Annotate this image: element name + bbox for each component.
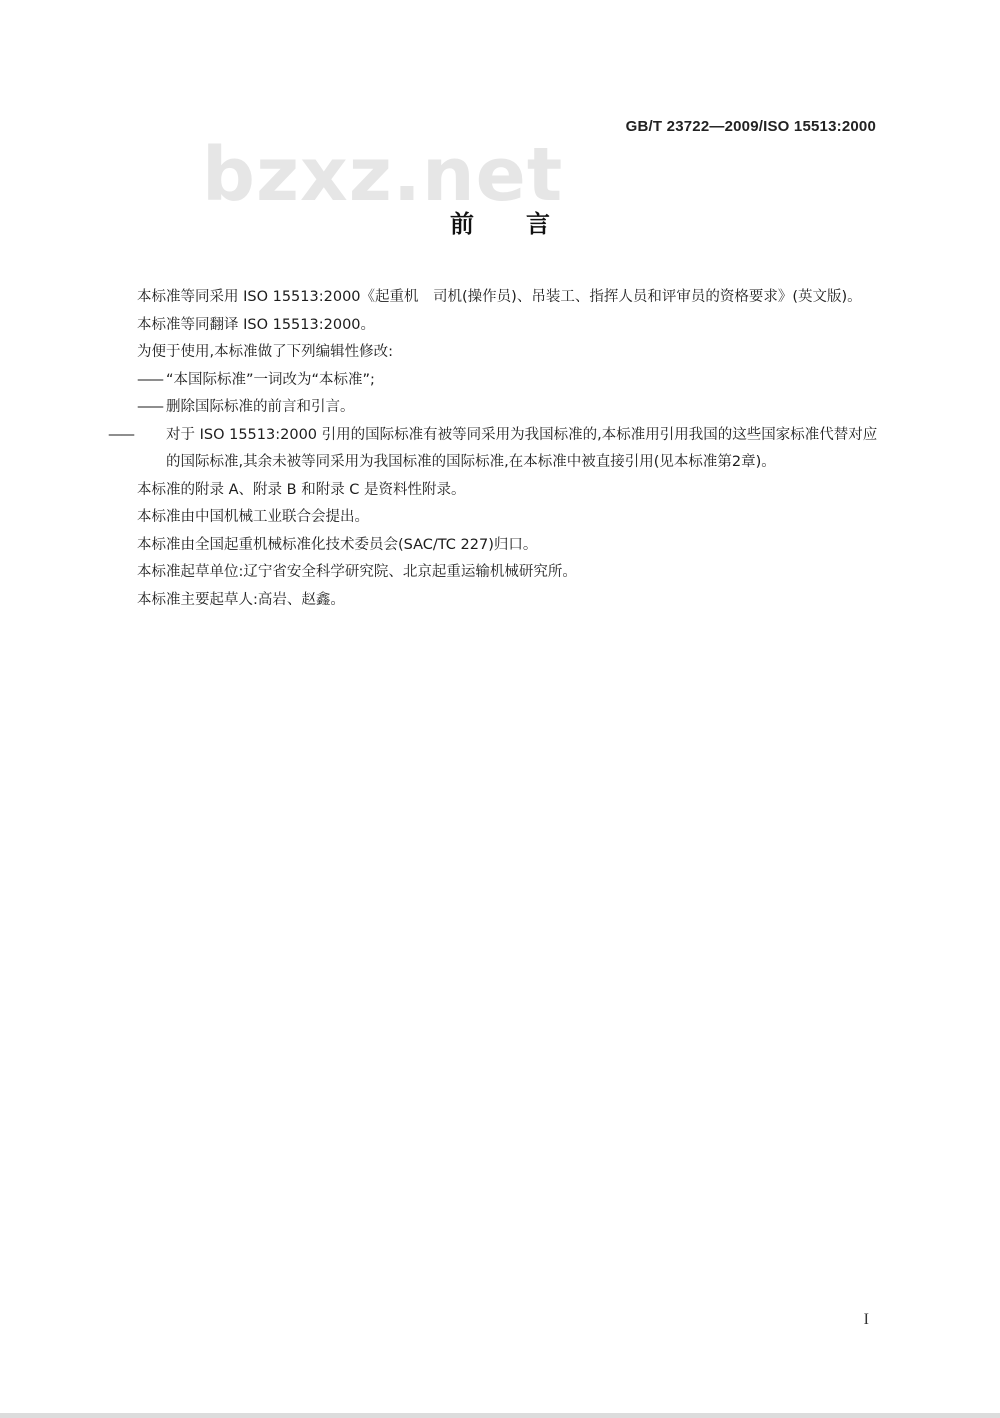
em-dash: —— <box>137 399 162 415</box>
paragraph-proposer: 本标准由中国机械工业联合会提出。 <box>137 509 369 525</box>
paragraph-committee: 本标准由全国起重机械标准化技术委员会(SAC/TC 227)归口。 <box>137 536 538 553</box>
em-dash: —— <box>108 426 133 443</box>
page-number: I <box>863 1311 869 1328</box>
edit-item-text: “本国际标准”一词改为“本标准”; <box>166 371 375 388</box>
paragraph-translation: 本标准等同翻译 ISO 15513:2000。 <box>137 316 376 333</box>
page-title: 前言 <box>450 210 602 238</box>
paragraph-drafting-units: 本标准起草单位:辽宁省安全科学研究院、北京起重运输机械研究所。 <box>137 564 577 580</box>
paragraph-drafters: 本标准主要起草人:高岩、赵鑫。 <box>137 591 345 608</box>
paragraph-adoption: 本标准等同采用 ISO 15513:2000《起重机 司机(操作员)、吊装工、指挥人员和评审员的资格要求》(英文版)。 <box>137 289 862 305</box>
standard-code: GB/T 23722—2009/ISO 15513:2000 <box>625 118 876 135</box>
edit-item <box>108 394 884 422</box>
paragraph-annexes: 本标准的附录 A、附录 B 和附录 C 是资料性附录。 <box>137 481 466 498</box>
em-dash: —— <box>137 371 162 388</box>
edit-item-text: 删除国际标准的前言和引言。 <box>166 399 355 415</box>
paragraph-edit-intro: 为便于使用,本标准做了下列编辑性修改: <box>137 344 393 360</box>
foreword-body <box>108 284 884 614</box>
edit-item-text: 对于 ISO 15513:2000 引用的国际标准有被等同采用为我国标准的,本标准用引用我国的这些国家标准代替对应的国际标准,其余未被等同采用为我国标准的国际标准,在本标准中被直接引用(见本标准第2章)。 <box>166 426 878 470</box>
watermark: bzxz.net <box>202 132 564 218</box>
page-bottom-edge <box>0 1413 1000 1418</box>
edit-item <box>108 422 884 477</box>
edit-item <box>108 367 884 395</box>
